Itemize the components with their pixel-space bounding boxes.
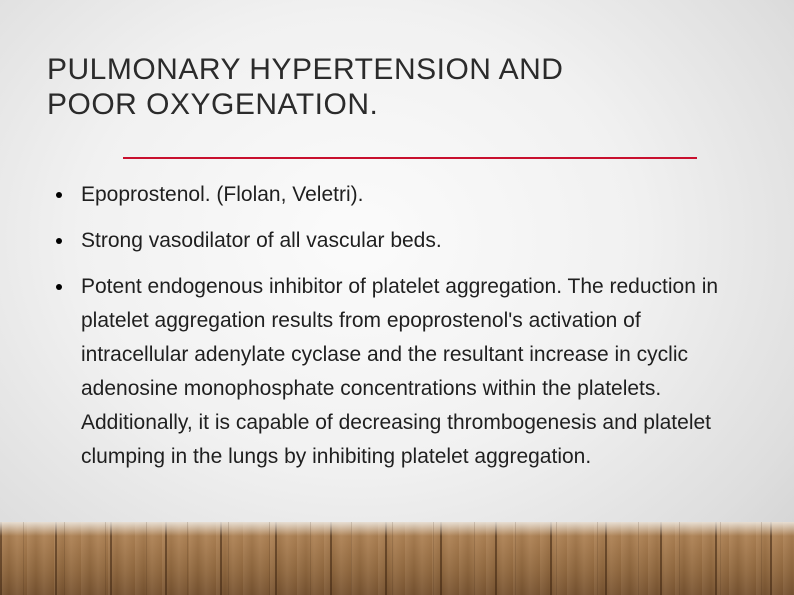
bullet-item [56, 178, 746, 212]
bullet-icon [56, 192, 62, 198]
bullet-item [56, 270, 746, 474]
slide-title: PULMONARY HYPERTENSION AND POOR OXYGENATION. [47, 53, 564, 121]
bullet-icon [56, 284, 62, 290]
bullet-text: Potent endogenous inhibitor of platelet aggregation. The reduction in platelet aggregation results from epoprostenol's activation of intracellular adenylate cyclase and the resultant increase in cyclic adenosine monophosphate concentrations within the platelets. Additionally, it is capable of decreasing thrombogenesis and platelet clumping in the lungs by inhibiting platelet aggregation. [81, 275, 719, 468]
bullet-list [56, 178, 746, 486]
title-underline [123, 157, 697, 159]
bullet-item [56, 224, 746, 258]
wood-floor-background [0, 522, 794, 595]
bullet-icon [56, 238, 62, 244]
bullet-text: Strong vasodilator of all vascular beds. [81, 229, 442, 252]
bullet-text: Epoprostenol. (Flolan, Veletri). [81, 183, 364, 206]
